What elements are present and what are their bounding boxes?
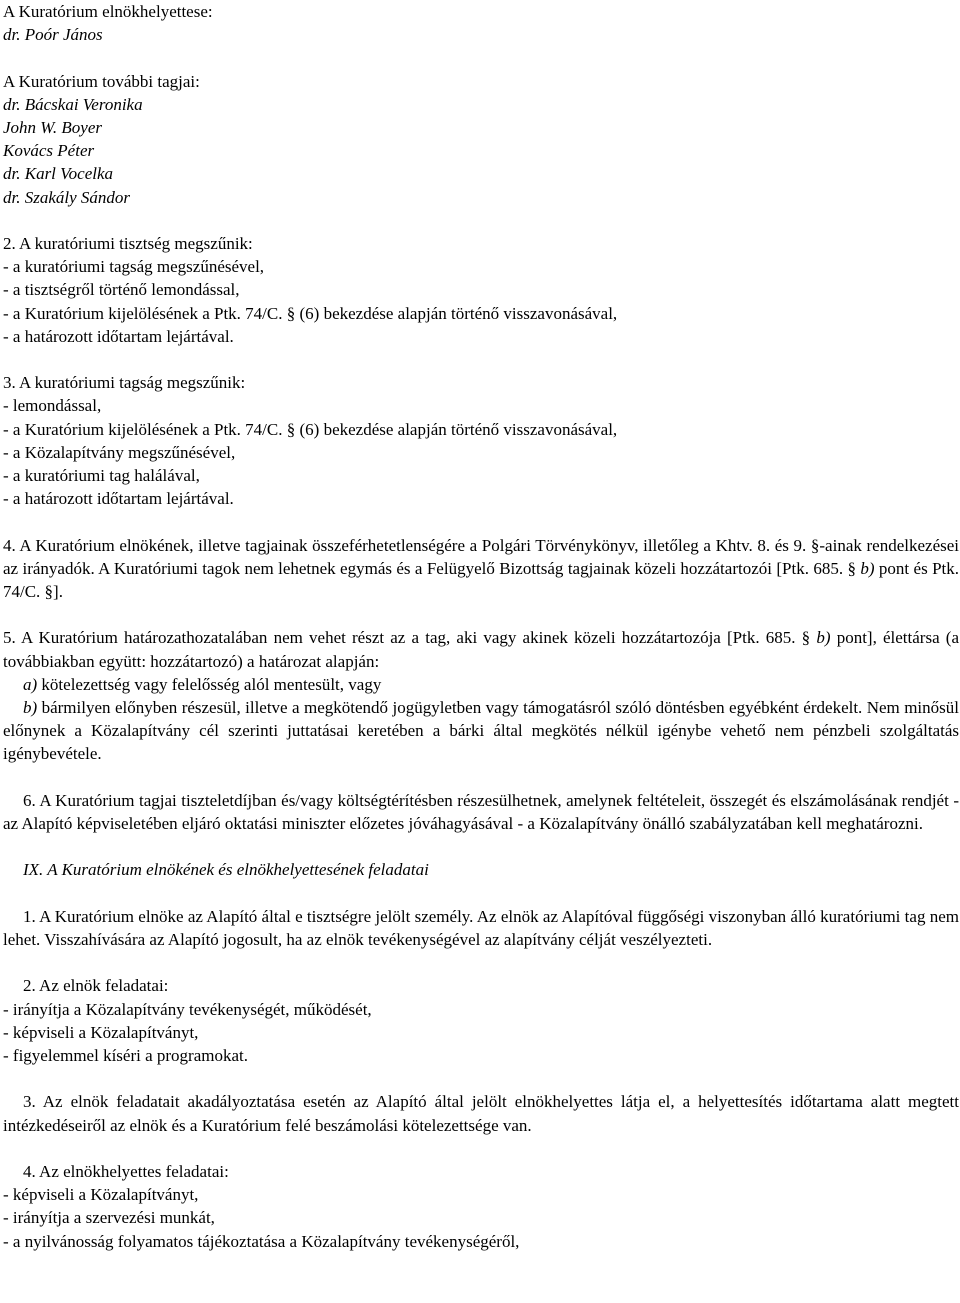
member-name: Kovács Péter — [3, 141, 95, 161]
section-title: IX. A Kuratórium elnökének és elnökhelyettesének feladatai — [23, 860, 429, 880]
member-name: dr. Bácskai Veronika — [3, 94, 143, 114]
sub-item-label: b) — [23, 698, 38, 718]
paragraph-heading: 3. A kuratóriumi tagság megszűnik: — [3, 373, 246, 393]
list-item: - képviseli a Közalapítványt, — [3, 1185, 199, 1205]
member-name: dr. Szakály Sándor — [3, 187, 131, 207]
list-item: - a határozott időtartam lejártával. — [3, 489, 234, 509]
point-label: b) — [860, 558, 875, 578]
list-item: - a Kuratórium kijelölésének a Ptk. 74/C. § (6) bekezdése alapján történő visszavonásával, — [3, 419, 618, 439]
vice-chair-name: dr. Poór János — [3, 25, 103, 45]
list-item: - lemondással, — [3, 396, 102, 416]
list-item: - figyelemmel kíséri a programokat. — [3, 1046, 248, 1065]
paragraph-text: 4. A Kuratórium elnökének, illetve tagjainak összeférhetetlenségére a Polgári Törvénykönyv, illetőleg a Khtv. 8. és 9. §-ainak rendelkezései az irányadók. A Kuratóriumi tagok nem lehetnek egymás és a Felügyelő Bizottság tagjainak közeli hozzátartozói [Ptk. 685. § — [3, 535, 959, 578]
paragraph-heading: 2. A kuratóriumi tisztség megszűnik: — [3, 234, 253, 253]
vice-chair-heading: A Kuratórium elnökhelyettese: — [3, 2, 213, 21]
list-item: - irányítja a szervezési munkát, — [3, 1208, 215, 1228]
sub-item-label: a) — [23, 674, 38, 694]
paragraph-heading: 2. Az elnök feladatai: — [23, 976, 169, 996]
member-name: John W. Boyer — [3, 118, 102, 137]
section-ix-paragraph-3: 3. Az elnök feladatait akadályoztatása esetén az Alapító által jelölt elnökhelyettes látja el, a helyettesítés időtartama alatt megtett intézkedéseiről az elnök és a Kuratórium felé beszámolási kötelezettsége van. — [3, 1092, 959, 1135]
list-item: - a Kuratórium kijelölésének a Ptk. 74/C. § (6) bekezdése alapján történő visszavonásával, — [3, 303, 618, 323]
sub-item-text: kötelezettség vagy felelősség alól mentesült, vagy — [37, 674, 382, 694]
list-item: - irányítja a Közalapítvány tevékenységét, működését, — [3, 999, 372, 1019]
paragraph-2 — [3, 232, 959, 348]
paragraph-text: pont és Ptk. 74/C. §]. — [3, 558, 959, 602]
list-item: - a nyilvánosság folyamatos tájékoztatása a Közalapítvány tevékenységéről, — [3, 1231, 520, 1251]
list-item: - a kuratóriumi tagság megszűnésével, — [3, 257, 265, 277]
list-item: - a tisztségről történő lemondással, — [3, 280, 240, 300]
paragraph-lead — [3, 626, 959, 672]
member-name: dr. Karl Vocelka — [3, 164, 114, 184]
board-section — [3, 0, 959, 209]
list-item: - a Közalapítvány megszűnésével, — [3, 442, 236, 462]
paragraph-6: 6. A Kuratórium tagjai tiszteletdíjban és/vagy költségtérítésben részesülhetnek, amelynek feltételeit, összegét és elszámolásának rendjét - az Alapító képviseletében eljáró oktatási miniszter előzetes jóváhagyásával - a Közalapítvány önálló szabályzatában kell meghatározni. — [3, 790, 959, 834]
members-heading: A Kuratórium további tagjai: — [3, 71, 200, 91]
list-item: - a kuratóriumi tag halálával, — [3, 466, 200, 486]
section-ix-paragraph-2 — [3, 974, 959, 1067]
paragraph-3 — [3, 371, 959, 510]
section-ix-paragraph-1: 1. A Kuratórium elnöke az Alapító által e tisztségre jelölt személy. Az elnök az Alapítóval függőségi viszonyban álló kuratóriumi tag nem lehet. Visszahívására az Alapító jogosult, ha az elnök tevékenységével az alapítvány célját veszélyezteti. — [3, 906, 959, 949]
list-item: - a határozott időtartam lejártával. — [3, 326, 234, 346]
point-label: b) — [816, 628, 831, 648]
section-ix-paragraph-4 — [3, 1160, 959, 1253]
paragraph-5 — [3, 626, 959, 765]
paragraph-text: pont], élettársa (a továbbiakban együtt: hozzátartozó) a határozat alapján: — [3, 628, 959, 671]
paragraph-heading: 4. Az elnökhelyettes feladatai: — [23, 1161, 229, 1181]
sub-item-b — [3, 696, 959, 766]
paragraph-text: 5. A Kuratórium határozathozatalában nem vehet részt az a tag, aki vagy akinek közeli hozzátartozója [Ptk. 685. § — [3, 628, 817, 648]
list-item: - képviseli a Közalapítványt, — [3, 1022, 199, 1042]
sub-item-text: bármilyen előnyben részesül, illetve a megkötendő jogügyletben vagy támogatásról szóló döntésben egyébként érdekelt. Nem minősül előnynek a Közalapítvány cél szerinti juttatásai keretében a bárki által megkötés nélkül igénybe vehető nem pénzbeli szolgáltatás igénybevétele. — [3, 698, 959, 764]
sub-item-a — [3, 673, 959, 696]
paragraph-4 — [3, 534, 959, 604]
